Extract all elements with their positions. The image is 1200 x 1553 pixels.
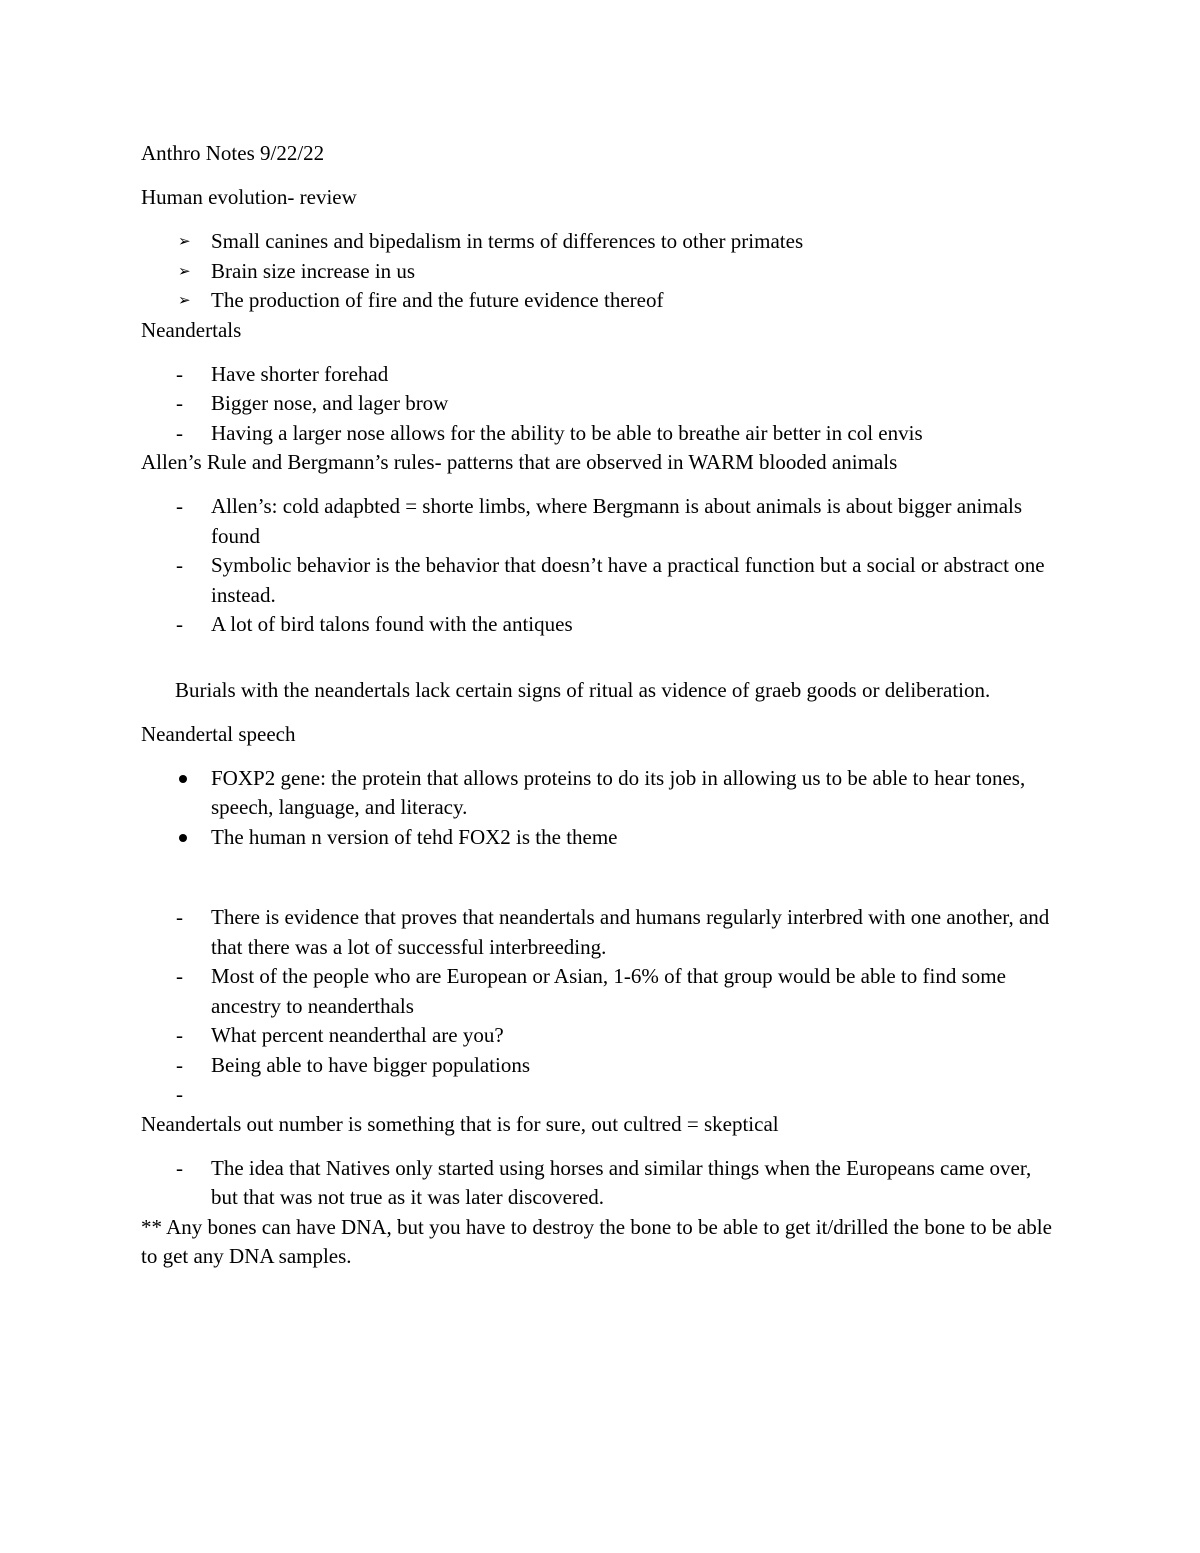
burials-paragraph: Burials with the neandertals lack certain signs of ritual as vidence of graeb goods or deliberation. [175,677,991,702]
heading-allens-rule: Allen’s Rule and Bergmann’s rules- patterns that are observed in WARM blooded animals [141,450,898,474]
arrow-bullet-icon: ➢ [178,232,191,250]
list-item: - What percent neanderthal are you? [141,1021,1061,1051]
list-item: - Most of the people who are European or Asian, 1-6% of that group would be able to find some ancestry to neanderthals [176,964,1006,1018]
arrow-bullet-icon: ➢ [178,261,191,280]
list-item: FOXP2 gene: the protein that allows proteins to do its job in allowing us to be able to hear tones, speech, language, and literacy. [141,764,1061,823]
list-item: The human n version of tehd FOX2 is the theme [141,823,1061,853]
list-item: - Symbolic behavior is the behavior that doesn’t have a practical function but a social or abstract one instead. [176,553,1045,607]
bullet-dot-icon [179,775,187,783]
list-item: ➢ Small canines and bipedalism in terms of differences to other primates [141,227,1061,257]
heading-neandertals: Neandertals [141,317,242,342]
neandertals-list [141,360,1061,449]
list-item: ➢ The production of fire and the future evidence thereof [141,286,1061,316]
blank-line [141,852,1061,881]
natives-list [141,1154,1061,1213]
closing-note: ** Any bones can have DNA, but you have to destroy the bone to be able to get it/drilled the bone to be able to get any DNA samples. [141,1214,1052,1268]
dash-bullet-icon: - [176,391,183,415]
heading-neandertal-speech: Neandertal speech [141,721,296,746]
document-title: Anthro Notes 9/22/22 [141,141,325,165]
dash-bullet-icon: - [176,361,183,386]
dash-bullet-icon: - [176,1155,183,1180]
dash-bullet-icon: - [176,1082,183,1106]
allens-rule-list [141,492,1061,640]
dash-bullet-icon: - [176,1052,183,1077]
bullet-dot-icon [179,834,187,842]
list-item: - Having a larger nose allows for the ability to be able to breathe air better in col envis [141,419,1061,449]
speech-bullet-list [141,764,1061,853]
list-item: - A lot of bird talons found with the antiques [141,610,1061,640]
dash-bullet-icon: - [176,905,183,929]
list-item: - The idea that Natives only started using horses and similar things when the Europeans came over, but that was not true as it was later discovered. [176,1155,1032,1209]
dash-bullet-icon: - [176,1023,183,1047]
heading-human-evolution: Human evolution- review [141,185,357,209]
list-item: - Have shorter forehad [141,360,1061,390]
heading-outnumber: Neandertals out number is something that is for sure, out cultred = skeptical [141,1111,779,1136]
list-item: - There is evidence that proves that neandertals and humans regularly interbred with one another, and that there was a lot of successful interbreeding. [176,905,1050,959]
dash-bullet-icon: - [176,612,183,636]
notes-document [141,139,1061,1271]
list-item: ➢ Brain size increase in us [141,257,1061,287]
list-item: - Being able to have bigger populations [141,1051,1061,1081]
dash-bullet-icon: - [176,494,183,518]
blank-line [141,881,1061,903]
interbreeding-list [141,903,1061,1110]
dash-bullet-icon: - [176,964,183,988]
list-item: - Allen’s: cold adapbted = shorte limbs, where Bergmann is about animals is about bigger animals found [176,494,1023,548]
dash-bullet-icon: - [176,420,183,445]
arrow-bullet-icon: ➢ [178,291,191,309]
list-item: - Bigger nose, and lager brow [141,389,1061,419]
blank-line [141,640,1061,676]
human-evolution-list [141,227,1061,316]
list-item [141,1080,1061,1110]
dash-bullet-icon: - [176,553,183,577]
